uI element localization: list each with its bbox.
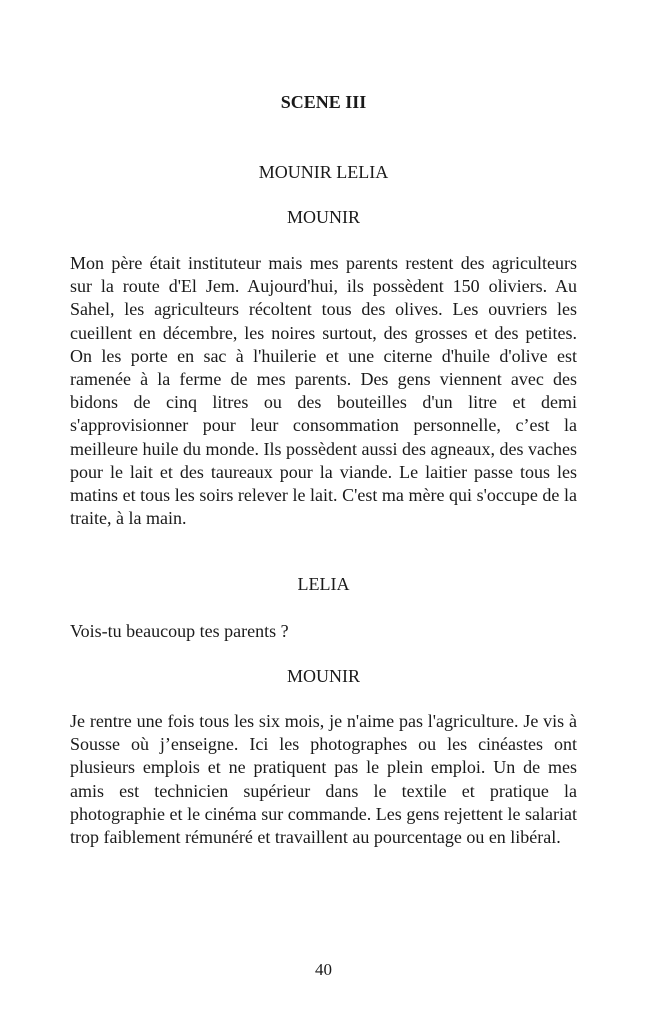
- speaker-name: LELIA: [297, 574, 350, 594]
- speaker-name: MOUNIR: [286, 666, 360, 686]
- book-page: [70, 0, 577, 1035]
- speaker-name: MOUNIR: [286, 207, 360, 227]
- character-list: MOUNIR LELIA: [258, 162, 389, 182]
- page-number: 40: [315, 960, 332, 979]
- speech-paragraph: Mon père était instituteur mais mes parents restent des agriculteurs sur la route d'El Jem. Aujourd'hui, ils possèdent 150 oliviers. Au Sahel, les agriculteurs récoltent tous des olives. Les ouvriers les cueillent en décembre, les noires surtout, des grosses et des petites. On les porte en sac à l'huilerie et une citerne d'huile d'olive est ramenée à la ferme de mes parents. Des gens viennent avec des bidons de cinq litres ou des bouteilles d'un litre et demi s'approvisionner pour leur consommation personnelle, c’est la meilleure huile du monde. Ils possèdent aussi des agneaux, des vaches pour le lait et des taureaux pour la viande. Le laitier passe tous les matins et tous les soirs relever le lait. C'est ma mère qui s'occupe de la traite, à la main.: [70, 253, 577, 529]
- speech-paragraph: Vois-tu beaucoup tes parents ?: [70, 621, 289, 641]
- speech-paragraph: Je rentre une fois tous les six mois, je n'aime pas l'agriculture. Je vis à Sousse où j’enseigne. Ici les photographes ou les cinéastes ont plusieurs emplois et ne pratiquent pas le plein emploi. Un de mes amis est technicien supérieur dans le textile et pratique la photographie et le cinéma sur commande. Les gens rejettent le salariat trop faiblement rémunéré et travaillent au pourcentage ou en libéral.: [70, 711, 577, 848]
- scene-title: SCENE III: [280, 92, 367, 112]
